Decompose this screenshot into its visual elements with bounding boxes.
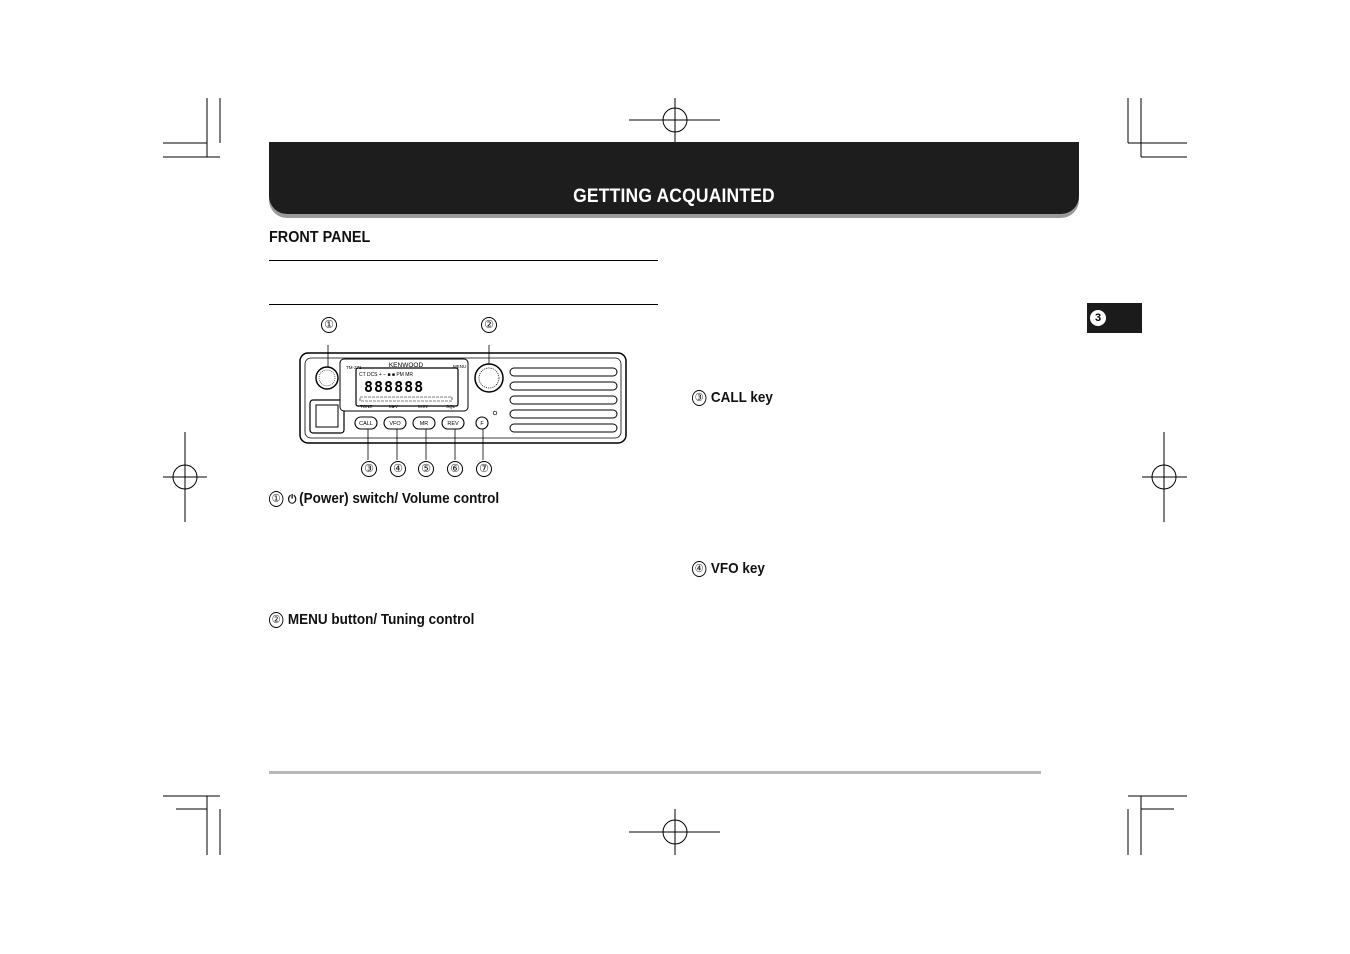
radio-front-panel-illustration [296,345,636,485]
brand-text: KENWOOD [388,362,424,369]
item-number: ① [269,491,283,507]
model-text: TM-271 [346,365,362,370]
section-heading: FRONT PANEL [269,229,371,246]
key-label-min: M.IN [418,404,428,409]
power-icon: ⏻ [287,492,297,506]
item-label: VFO key [710,560,765,577]
key-label-sql: SQL [446,404,456,409]
rev-key-label: REV [447,421,459,427]
item-call-key [692,389,773,406]
lcd-indicators: CT DCS + − ■ ■ PM MR [359,372,414,378]
item-number: ③ [692,390,706,406]
callout-4: ④ [390,461,406,477]
item-power-volume [269,490,499,507]
lcd-digits: 888888 [364,378,425,396]
callout-2: ② [481,317,497,333]
callout-6: ⑥ [447,461,463,477]
mr-key-label: MR [419,421,429,427]
call-key-label: CALL [359,421,373,427]
callout-7: ⑦ [476,461,492,477]
vfo-key-label: VFO [389,421,401,427]
item-number: ② [269,612,283,628]
callout-1: ① [321,317,337,333]
item-label: (Power) switch/ Volume control [299,490,500,507]
item-label: CALL key [710,389,773,406]
footer-rule [269,771,1041,774]
key-label-mv: M▸V [389,404,399,409]
callout-3: ③ [361,461,377,477]
callout-5: ⑤ [418,461,434,477]
chapter-number: 3 [1090,310,1106,326]
section-rule-bottom [269,304,658,305]
page-title: GETTING ACQUAINTED [573,186,775,207]
item-number: ④ [692,561,706,577]
item-vfo-key [692,560,765,577]
f-key-label: F [480,421,484,427]
key-label-tone: TONE [360,404,373,409]
section-rule-top [269,260,658,261]
menu-text: MENU [453,364,467,369]
item-menu-tuning [269,611,474,628]
item-label: MENU button/ Tuning control [287,611,475,628]
